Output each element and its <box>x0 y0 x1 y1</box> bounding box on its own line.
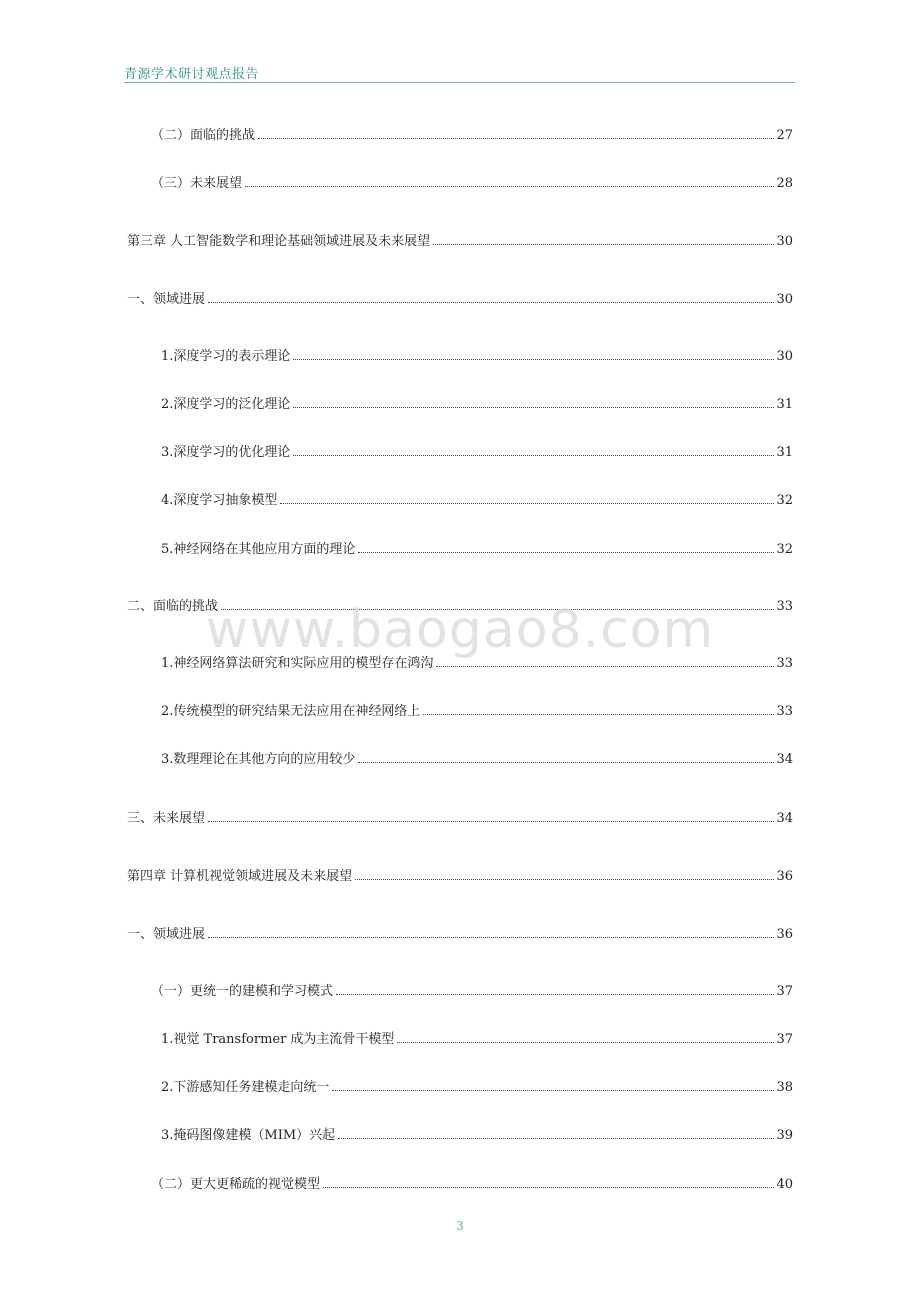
toc-entry[interactable] <box>151 127 793 145</box>
toc-entry[interactable] <box>127 868 793 886</box>
toc-entry[interactable] <box>161 541 793 559</box>
toc-leader-dots <box>436 666 774 667</box>
toc-entry-page: 30 <box>776 292 793 307</box>
toc-entry-page: 30 <box>776 234 793 249</box>
toc-entry-page: 36 <box>776 927 793 942</box>
toc-leader-dots <box>355 879 774 880</box>
toc-entry-page: 37 <box>776 1032 793 1047</box>
toc-entry-page: 31 <box>776 397 793 412</box>
toc-entry-label: 4.深度学习抽象模型 <box>161 493 278 508</box>
toc-entry-page: 37 <box>776 984 793 999</box>
toc-entry-page: 36 <box>776 869 793 884</box>
toc-entry-page: 34 <box>776 811 793 826</box>
toc-entry-label: 1.深度学习的表示理论 <box>161 349 291 364</box>
toc-entry[interactable] <box>161 492 793 510</box>
toc-entry-label: 1.神经网络算法研究和实际应用的模型存在鸿沟 <box>161 656 434 671</box>
toc-leader-dots <box>258 138 774 139</box>
toc-entry-label: （二）更大更稀疏的视觉模型 <box>151 1177 321 1192</box>
toc-entry-label: 3.数理理论在其他方向的应用较少 <box>161 752 356 767</box>
toc-leader-dots <box>208 821 774 822</box>
toc-entry[interactable] <box>151 175 793 193</box>
report-title: 青源学术研讨观点报告 <box>124 67 260 82</box>
toc-entry[interactable] <box>127 291 793 309</box>
toc-entry-page: 33 <box>776 599 793 614</box>
toc-entry-label: 二、面临的挑战 <box>127 599 219 614</box>
toc-leader-dots <box>208 937 774 938</box>
toc-entry-label: 5.神经网络在其他应用方面的理论 <box>161 542 356 557</box>
toc-entry-page: 27 <box>776 128 793 143</box>
toc-entry-page: 32 <box>776 542 793 557</box>
toc-entry-page: 30 <box>776 349 793 364</box>
toc-entry-page: 31 <box>776 445 793 460</box>
toc-leader-dots <box>358 552 774 553</box>
toc-entry-page: 40 <box>776 1177 793 1192</box>
toc-entry-page: 28 <box>776 176 793 191</box>
toc-entry-page: 38 <box>776 1080 793 1095</box>
toc-entry-label: （二）面临的挑战 <box>151 128 256 143</box>
toc-entry[interactable] <box>161 703 793 721</box>
toc-entry-page: 34 <box>776 752 793 767</box>
toc-entry-label: 第三章 人工智能数学和理论基础领域进展及未来展望 <box>127 234 431 249</box>
toc-entry-label: 2.下游感知任务建模走向统一 <box>161 1080 330 1095</box>
toc-entry[interactable] <box>127 233 793 251</box>
toc-leader-dots <box>245 186 774 187</box>
toc-entry-page: 33 <box>776 704 793 719</box>
toc-entry[interactable] <box>151 1176 793 1194</box>
toc-leader-dots <box>423 714 774 715</box>
toc-entry[interactable] <box>127 926 793 944</box>
toc-entry[interactable] <box>161 1079 793 1097</box>
toc-leader-dots <box>280 503 774 504</box>
toc-leader-dots <box>433 244 774 245</box>
toc-entry-label: （一）更统一的建模和学习模式 <box>151 984 334 999</box>
toc-entry-page: 32 <box>776 493 793 508</box>
toc-leader-dots <box>323 1187 774 1188</box>
toc-leader-dots <box>293 407 774 408</box>
toc-leader-dots <box>358 762 774 763</box>
toc-entry-label: 2.传统模型的研究结果无法应用在神经网络上 <box>161 704 421 719</box>
toc-entry-label: 三、未来展望 <box>127 811 206 826</box>
toc-entry-label: （三）未来展望 <box>151 176 243 191</box>
toc-leader-dots <box>336 994 774 995</box>
toc-leader-dots <box>332 1090 774 1091</box>
page-number: 3 <box>456 1219 464 1233</box>
toc-entry[interactable] <box>151 983 793 1001</box>
toc-entry-label: 1.视觉 Transformer 成为主流骨干模型 <box>161 1032 395 1047</box>
toc-entry-label: 3.掩码图像建模（MIM）兴起 <box>161 1128 336 1143</box>
toc-entry-label: 第四章 计算机视觉领域进展及未来展望 <box>127 869 353 884</box>
toc-entry[interactable] <box>161 348 793 366</box>
toc-entry[interactable] <box>161 751 793 769</box>
toc-entry-label: 一、领域进展 <box>127 927 206 942</box>
toc-entry[interactable] <box>161 396 793 414</box>
toc-entry-page: 39 <box>776 1128 793 1143</box>
toc-leader-dots <box>338 1138 774 1139</box>
toc-entry-page: 33 <box>776 656 793 671</box>
toc-leader-dots <box>293 455 774 456</box>
toc-leader-dots <box>293 359 774 360</box>
toc-entry[interactable] <box>161 1031 793 1049</box>
toc-entry[interactable] <box>161 1127 793 1145</box>
watermark: www.baogao8.com <box>205 600 715 660</box>
toc-entry[interactable] <box>161 444 793 462</box>
toc-leader-dots <box>208 302 774 303</box>
toc-entry-label: 一、领域进展 <box>127 292 206 307</box>
toc-entry[interactable] <box>127 810 793 828</box>
toc-entry-label: 2.深度学习的泛化理论 <box>161 397 291 412</box>
toc-entry-label: 3.深度学习的优化理论 <box>161 445 291 460</box>
toc-leader-dots <box>397 1042 774 1043</box>
